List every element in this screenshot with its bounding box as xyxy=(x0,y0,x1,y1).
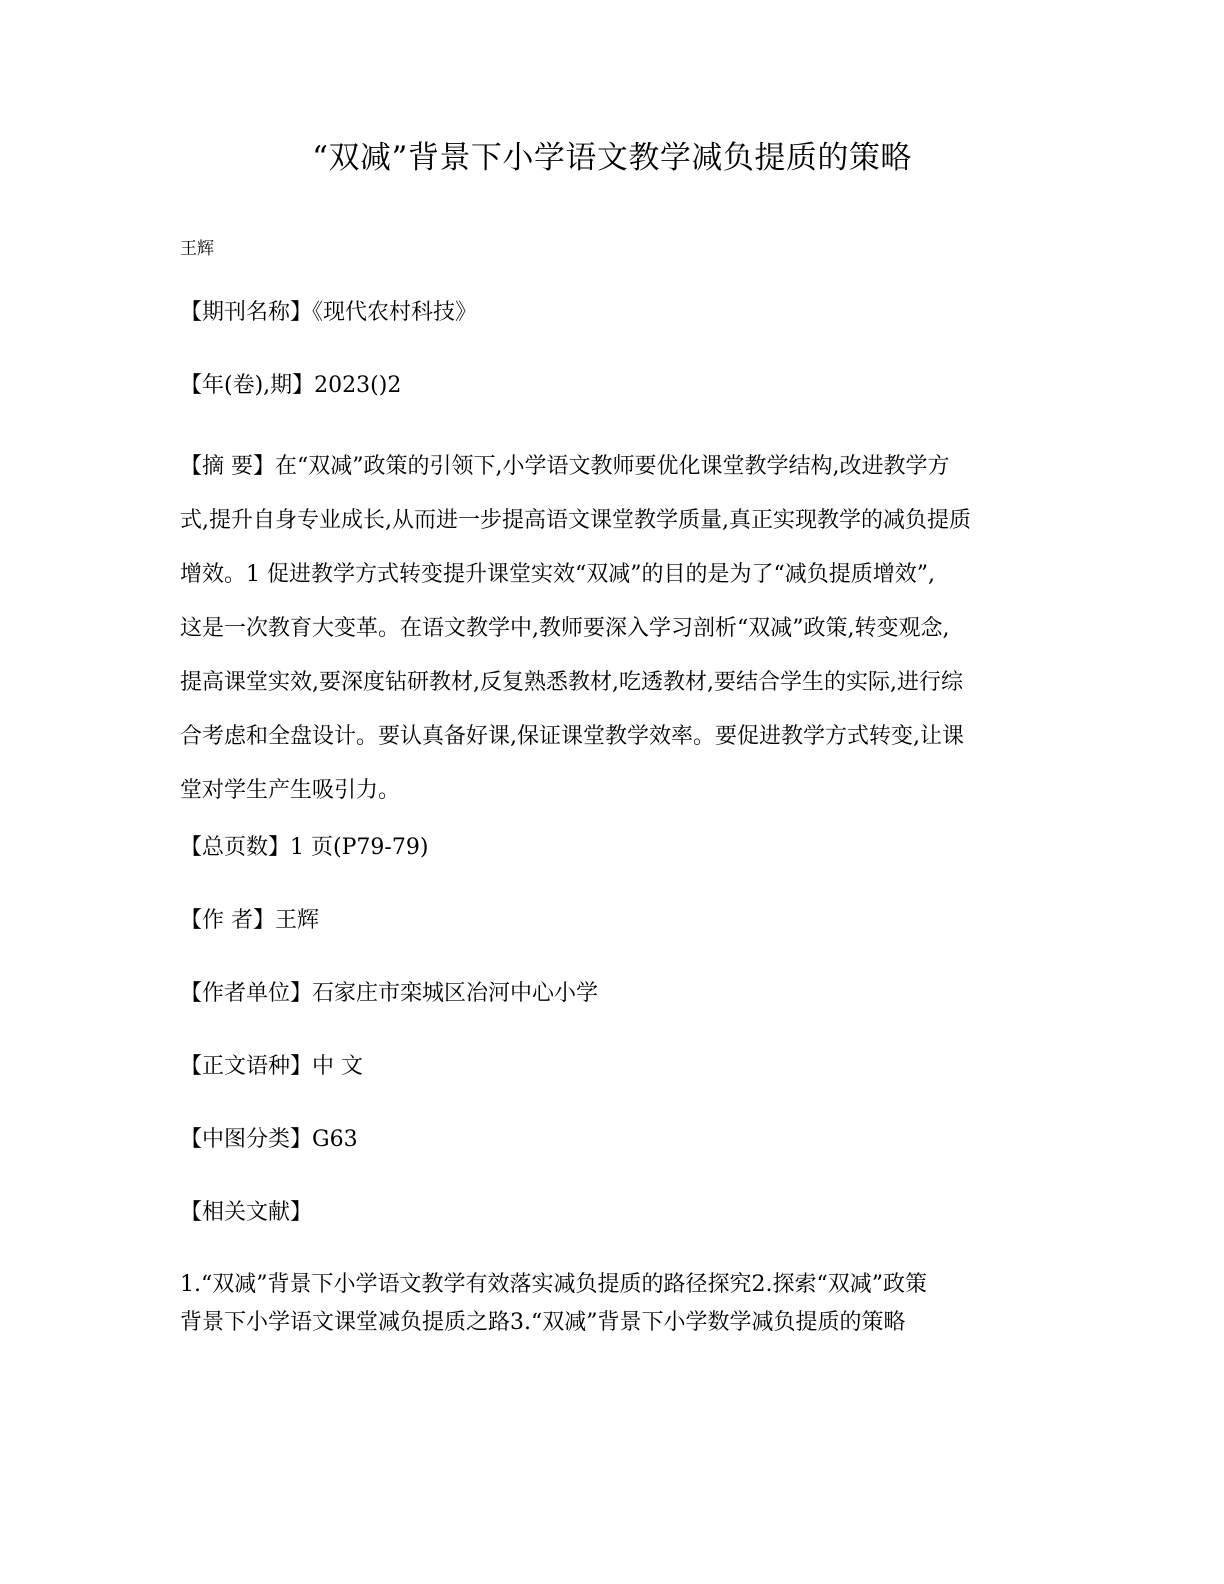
pages-label: 【总页数】 xyxy=(180,835,291,860)
issue-label: 【年(卷),期】 xyxy=(180,373,315,398)
classification-value: G63 xyxy=(312,1127,358,1152)
abstract-line: 提高课堂实效,要深度钻研教材,反复熟悉教材,吃透教材,要结合学生的实际,进行综 xyxy=(180,670,963,695)
abstract-line: 合考虑和全盘设计。要认真备好课,保证课堂教学效率。要促进教学方式转变,让课 xyxy=(180,724,964,749)
classification-label: 【中图分类】 xyxy=(180,1127,313,1152)
related-label: 【相关文献】 xyxy=(180,1200,313,1225)
language-field xyxy=(180,1048,1040,1086)
language-label: 【正文语种】 xyxy=(180,1054,313,1079)
author-byline: 王辉 xyxy=(180,239,214,259)
pages-value: 1 页(P79-79) xyxy=(290,835,429,860)
document-title: “双减”背景下小学语文教学减负提质的策略 xyxy=(312,140,912,176)
affiliation-field xyxy=(180,975,1040,1013)
related-line: 1.“双减”背景下小学语文教学有效落实减负提质的路径探究2.探索“双减”政策 xyxy=(180,1272,927,1297)
abstract-line: 堂对学生产生吸引力。 xyxy=(180,778,401,803)
abstract-line: 增效。1 促进教学方式转变提升课堂实效“双减”的目的是为了“减负提质增效”, xyxy=(180,562,935,587)
pages-field xyxy=(180,829,1040,867)
authors-label: 【作 者】 xyxy=(180,908,275,933)
abstract-section xyxy=(180,440,1040,818)
issue-value: 2023()2 xyxy=(314,373,402,398)
abstract-line: 这是一次教育大变革。在语文教学中,教师要深入学习剖析“双减”政策,转变观念, xyxy=(180,616,950,641)
journal-label: 【期刊名称】 xyxy=(180,300,313,325)
related-list xyxy=(180,1266,1050,1342)
abstract-line xyxy=(180,440,1040,494)
classification-field xyxy=(180,1121,1040,1159)
language-value: 中 文 xyxy=(312,1054,364,1079)
affiliation-value: 石家庄市栾城区冶河中心小学 xyxy=(312,981,599,1006)
abstract-text: 在“双减”政策的引领下,小学语文教师要优化课堂教学结构,改进教学方 xyxy=(275,454,950,479)
affiliation-label: 【作者单位】 xyxy=(180,981,313,1006)
authors-field xyxy=(180,902,1040,940)
issue-field xyxy=(180,367,1040,405)
related-line: 背景下小学语文课堂减负提质之路3.“双减”背景下小学数学减负提质的策略 xyxy=(180,1310,906,1335)
related-heading xyxy=(180,1194,1040,1232)
journal-value: 《现代农村科技》 xyxy=(312,300,478,325)
authors-value: 王辉 xyxy=(275,908,320,933)
abstract-line: 式,提升自身专业成长,从而进一步提高语文课堂教学质量,真正实现教学的减负提质 xyxy=(180,508,971,533)
journal-field xyxy=(180,294,1040,332)
abstract-label: 【摘 要】 xyxy=(180,454,275,479)
